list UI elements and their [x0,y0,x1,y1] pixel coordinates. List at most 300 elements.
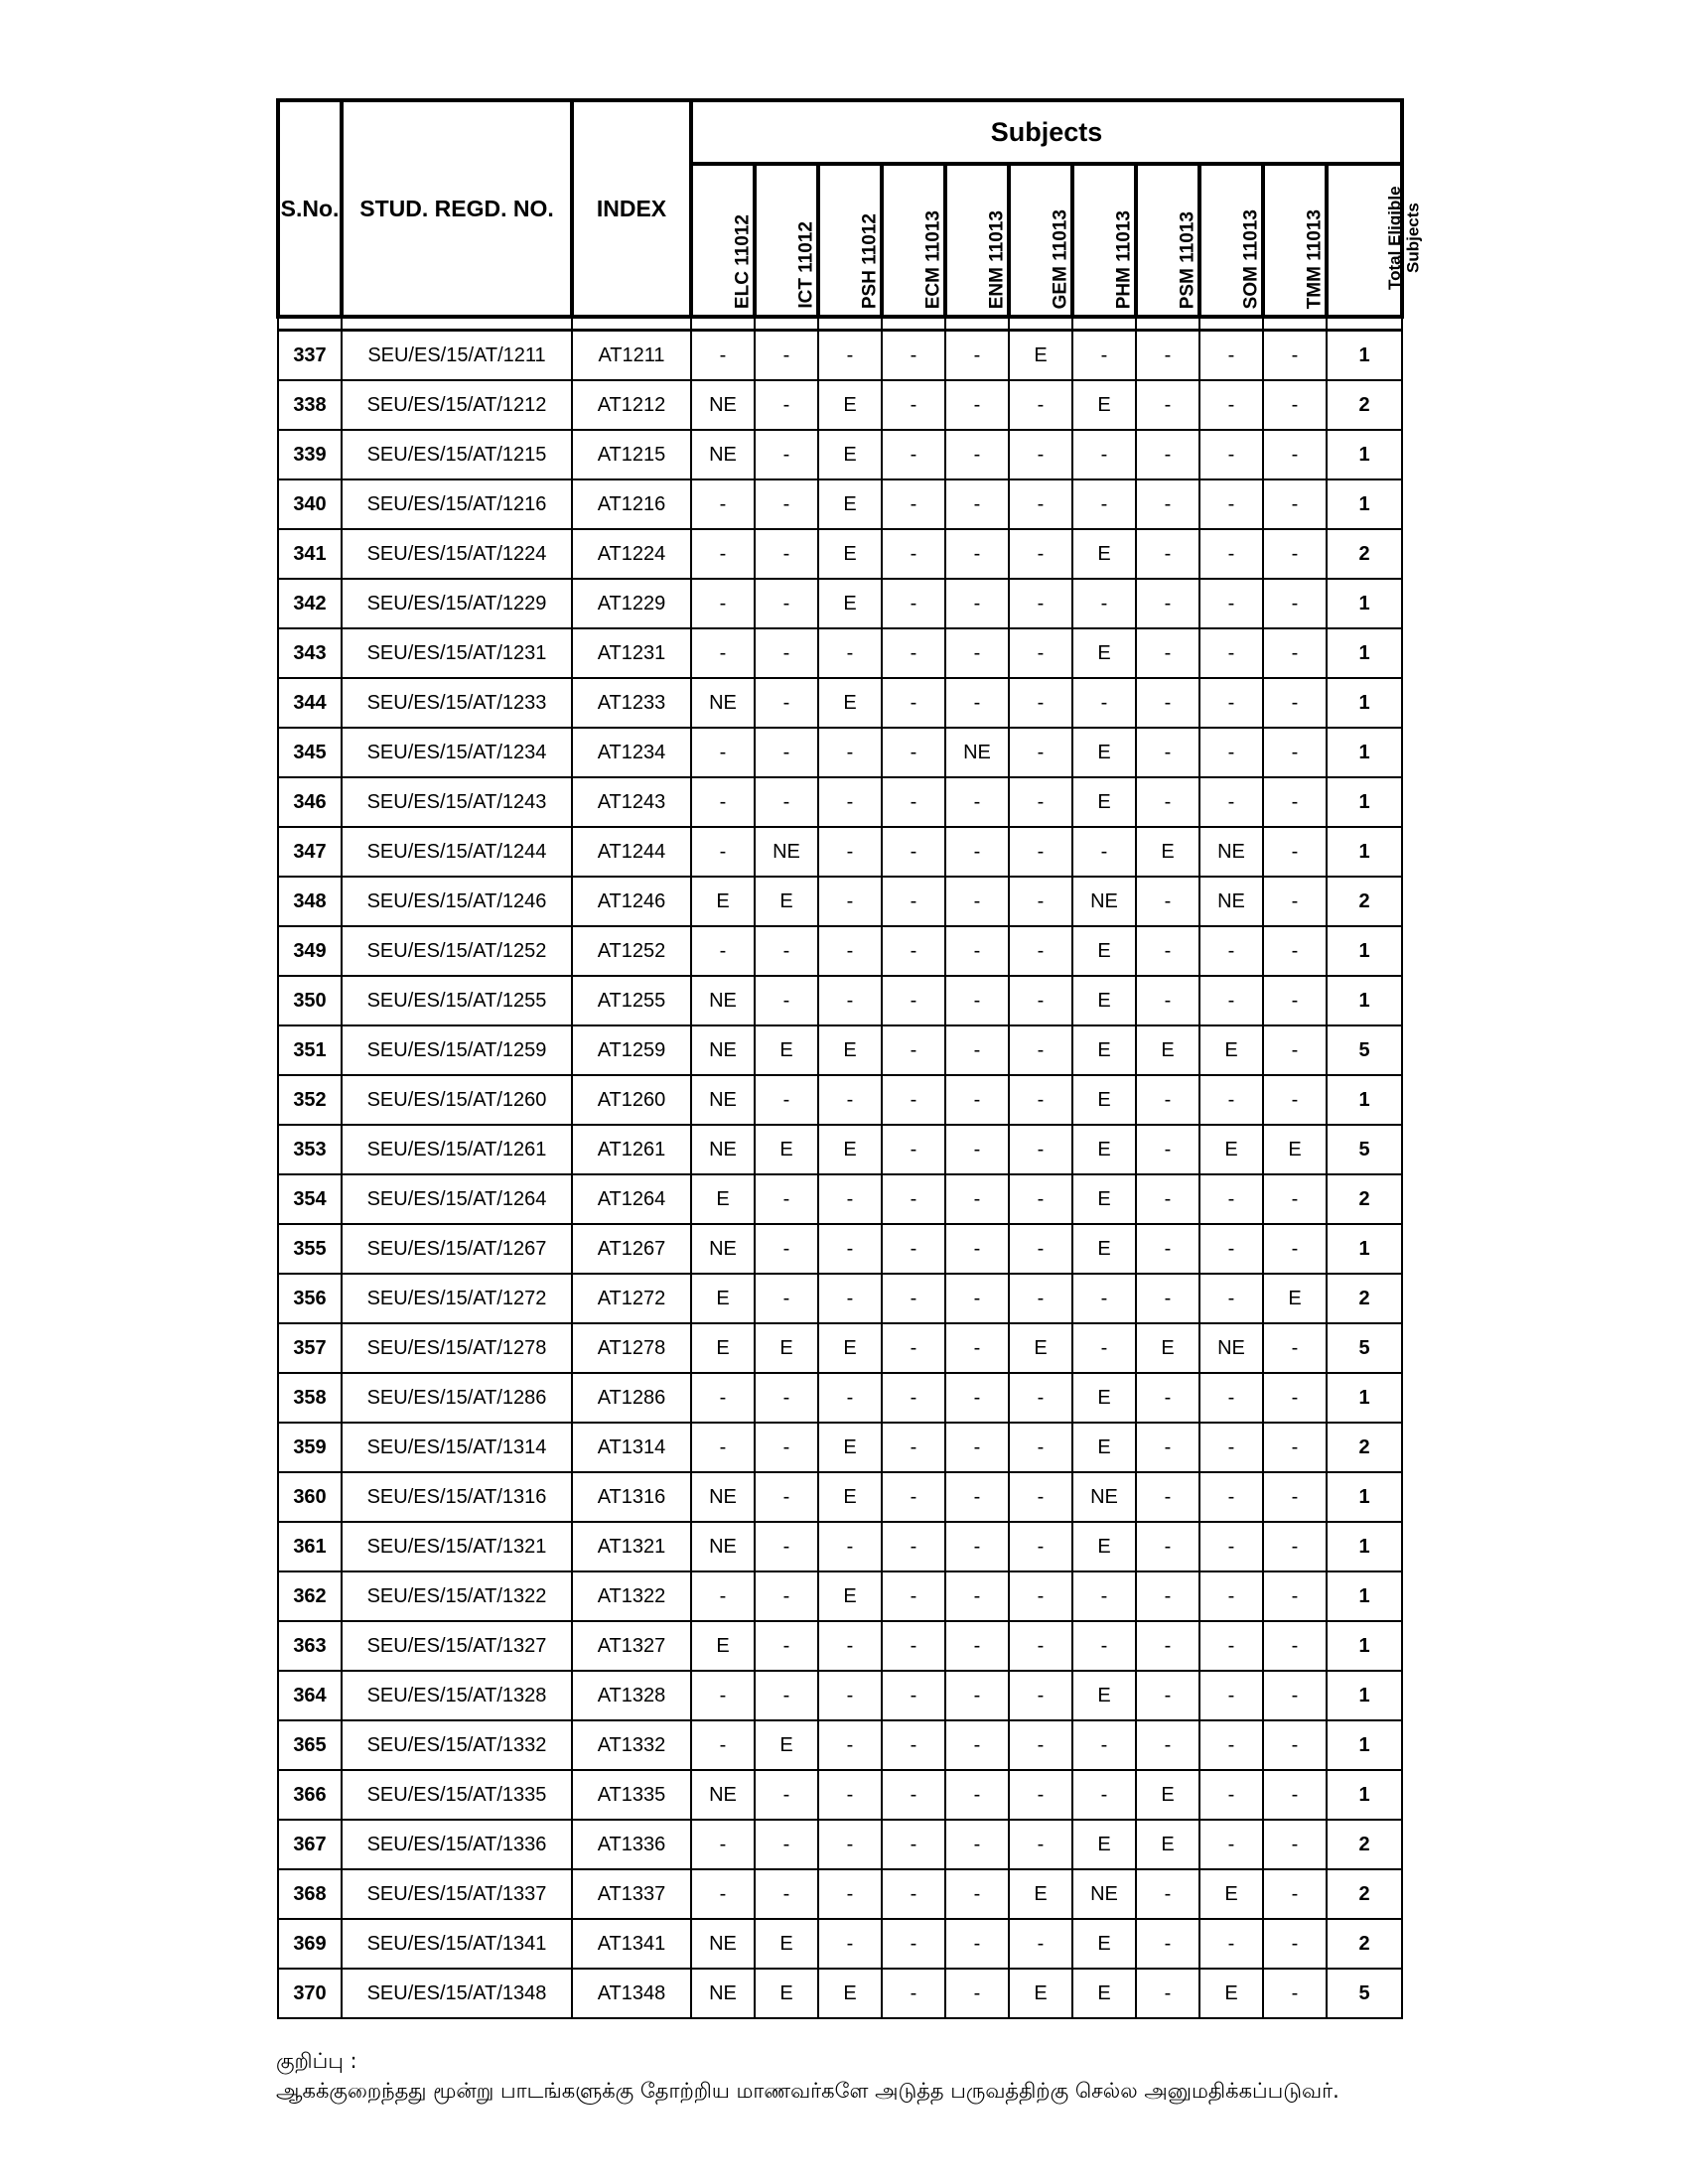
subject-status-cell: - [818,628,882,678]
total-eligible-cell: 5 [1327,1125,1402,1174]
subject-status-cell: - [1009,1820,1072,1869]
subject-status-cell: - [945,430,1009,479]
table-row [278,479,1402,529]
total-header [1327,164,1423,317]
index-header: INDEX [572,100,691,317]
serial-number-cell: 343 [278,628,342,678]
subject-status-cell: NE [1072,1869,1136,1919]
index-cell: AT1246 [572,877,691,926]
subject-status-cell: - [1009,877,1072,926]
subject-status-cell: E [1072,926,1136,976]
subject-status-cell: E [1136,1770,1199,1820]
registration-number-cell: SEU/ES/15/AT/1322 [342,1571,572,1621]
subject-status-cell: - [945,926,1009,976]
index-cell: AT1314 [572,1423,691,1472]
subject-status-cell: E [691,877,755,926]
total-eligible-cell: 1 [1327,1224,1402,1274]
subject-status-cell: - [882,1224,945,1274]
spacer-cell [755,317,818,331]
note-text: ஆகக்குறைந்தது மூன்று பாடங்களுக்கு தோற்றிய மாணவர்களே அடுத்த பருவத்திற்கு செல்ல அனுமதிக்கப்படுவர். [276,2079,1339,2103]
subject-status-cell: - [1199,1621,1263,1671]
index-cell: AT1272 [572,1274,691,1323]
subject-status-cell: - [755,529,818,579]
subject-status-cell: E [1072,1174,1136,1224]
subject-status-cell: - [755,976,818,1025]
subject-status-cell: - [691,1820,755,1869]
subject-status-cell: E [1072,1224,1136,1274]
subject-code: ICT 11012 [795,221,817,309]
index-cell: AT1229 [572,579,691,628]
subject-status-cell: - [691,926,755,976]
total-eligible-cell: 1 [1327,1373,1402,1423]
subject-status-cell: NE [691,1969,755,2018]
subject-status-cell: E [1072,1969,1136,2018]
subject-status-cell: - [755,380,818,430]
subject-status-cell: NE [1199,1323,1263,1373]
subject-header [1263,164,1327,317]
subject-status-cell: - [755,728,818,777]
subject-status-cell: E [1072,1373,1136,1423]
subject-status-cell: - [755,777,818,827]
subject-status-cell: - [1199,1770,1263,1820]
subject-status-cell: NE [691,1919,755,1969]
table-row [278,1720,1402,1770]
registration-number-cell: SEU/ES/15/AT/1243 [342,777,572,827]
table-row [278,877,1402,926]
subject-status-cell: NE [691,1770,755,1820]
subject-status-cell: - [882,1373,945,1423]
subject-status-cell: - [945,628,1009,678]
total-eligible-cell: 1 [1327,1472,1402,1522]
subject-status-cell: - [882,1125,945,1174]
serial-number-cell: 365 [278,1720,342,1770]
serial-number-cell: 358 [278,1373,342,1423]
subject-header [1199,164,1263,317]
total-eligible-cell: 5 [1327,1323,1402,1373]
subject-status-cell: - [755,479,818,529]
subject-status-cell: - [1136,1969,1199,2018]
subject-status-cell: E [818,1025,882,1075]
table-row [278,1025,1402,1075]
subject-status-cell: - [945,331,1009,381]
subject-status-cell: E [1072,529,1136,579]
subject-status-cell: - [882,1274,945,1323]
subject-status-cell: - [1136,678,1199,728]
spacer-cell [1009,317,1072,331]
subject-status-cell: - [818,1720,882,1770]
table-row [278,529,1402,579]
subject-status-cell: - [882,1174,945,1224]
index-cell: AT1341 [572,1919,691,1969]
index-cell: AT1278 [572,1323,691,1373]
subject-status-cell: - [1072,579,1136,628]
serial-number-cell: 366 [278,1770,342,1820]
subject-status-cell: - [945,1224,1009,1274]
subject-status-cell: - [1136,1671,1199,1720]
subject-status-cell: - [1009,628,1072,678]
registration-number-cell: SEU/ES/15/AT/1255 [342,976,572,1025]
spacer-cell [1136,317,1199,331]
subject-status-cell: - [1009,1472,1072,1522]
registration-number-cell: SEU/ES/15/AT/1328 [342,1671,572,1720]
serial-number-cell: 351 [278,1025,342,1075]
subject-status-cell: - [1072,331,1136,381]
subject-status-cell: E [755,1125,818,1174]
index-cell: AT1216 [572,479,691,529]
registration-number-cell: SEU/ES/15/AT/1234 [342,728,572,777]
subject-status-cell: - [755,430,818,479]
subject-status-cell: - [818,331,882,381]
subject-status-cell: NE [1072,877,1136,926]
subject-status-cell: - [1136,380,1199,430]
table-row [278,1323,1402,1373]
serial-number-cell: 340 [278,479,342,529]
serial-number-cell: 354 [278,1174,342,1224]
index-cell: AT1231 [572,628,691,678]
subject-status-cell: E [1136,1820,1199,1869]
subject-status-cell: - [945,1720,1009,1770]
subject-status-cell: - [755,1820,818,1869]
table-row [278,1373,1402,1423]
spacer-cell [1199,317,1263,331]
subject-status-cell: - [818,1373,882,1423]
subject-status-cell: NE [945,728,1009,777]
serial-number-cell: 352 [278,1075,342,1125]
subject-status-cell: - [882,1571,945,1621]
subject-status-cell: - [1009,728,1072,777]
subject-status-cell: - [1263,1969,1327,2018]
subject-status-cell: - [1072,1274,1136,1323]
subject-status-cell: - [945,1621,1009,1671]
subject-status-cell: - [945,678,1009,728]
registration-number-cell: SEU/ES/15/AT/1272 [342,1274,572,1323]
subject-header [882,164,945,317]
subject-status-cell: NE [691,380,755,430]
total-eligible-cell: 1 [1327,827,1402,877]
serial-number-cell: 368 [278,1869,342,1919]
total-eligible-cell: 1 [1327,976,1402,1025]
subject-status-cell: - [1136,1522,1199,1571]
registration-number-cell: SEU/ES/15/AT/1231 [342,628,572,678]
registration-number-cell: SEU/ES/15/AT/1246 [342,877,572,926]
subject-status-cell: - [1263,728,1327,777]
subject-status-cell: - [882,1621,945,1671]
index-cell: AT1336 [572,1820,691,1869]
total-eligible-cell: 1 [1327,430,1402,479]
subject-status-cell: - [818,1174,882,1224]
subject-status-cell: - [1263,1224,1327,1274]
subject-status-cell: - [691,1571,755,1621]
subject-status-cell: - [818,777,882,827]
subject-status-cell: - [1136,628,1199,678]
subject-status-cell: E [1199,1869,1263,1919]
registration-number-cell: SEU/ES/15/AT/1316 [342,1472,572,1522]
total-eligible-label: Total Eligible Subjects [1385,186,1423,291]
subject-status-cell: - [1199,380,1263,430]
table-row [278,1125,1402,1174]
registration-number-cell: SEU/ES/15/AT/1260 [342,1075,572,1125]
subject-status-cell: - [945,1274,1009,1323]
subject-code: GEM 11013 [1050,208,1071,309]
subject-status-cell: - [691,1869,755,1919]
subject-status-cell: - [818,1522,882,1571]
index-cell: AT1348 [572,1969,691,2018]
subject-status-cell: - [945,1423,1009,1472]
serial-number-cell: 346 [278,777,342,827]
subject-header [755,164,818,317]
subject-status-cell: - [1199,678,1263,728]
index-cell: AT1244 [572,827,691,877]
subject-status-cell: - [945,579,1009,628]
subject-status-cell: - [945,1919,1009,1969]
subject-status-cell: - [1199,1274,1263,1323]
index-cell: AT1337 [572,1869,691,1919]
subject-code: ELC 11012 [732,213,754,309]
header-spacer-row [278,317,1402,331]
subject-status-cell: - [755,1274,818,1323]
total-eligible-cell: 1 [1327,1522,1402,1571]
subject-status-cell: E [755,1969,818,2018]
subject-status-cell: - [882,877,945,926]
subject-status-cell: - [1136,479,1199,529]
registration-number-cell: SEU/ES/15/AT/1211 [342,331,572,381]
registration-number-cell: SEU/ES/15/AT/1314 [342,1423,572,1472]
subject-status-cell: E [691,1174,755,1224]
subject-status-cell: NE [691,1472,755,1522]
subject-status-cell: - [1136,1274,1199,1323]
total-eligible-cell: 1 [1327,628,1402,678]
registration-number-cell: SEU/ES/15/AT/1264 [342,1174,572,1224]
subject-status-cell: - [1199,1423,1263,1472]
subject-status-cell: - [1009,827,1072,877]
table-row [278,827,1402,877]
subject-status-cell: - [1136,1571,1199,1621]
subject-status-cell: E [818,479,882,529]
registration-number-cell: SEU/ES/15/AT/1341 [342,1919,572,1969]
total-eligible-cell: 1 [1327,1621,1402,1671]
subject-status-cell: - [882,1820,945,1869]
table-row [278,1869,1402,1919]
subject-status-cell: - [1072,430,1136,479]
subject-status-cell: - [945,827,1009,877]
subject-status-cell: E [1136,1323,1199,1373]
table-row [278,1522,1402,1571]
regno-header: STUD. REGD. NO. [342,100,572,317]
total-eligible-cell: 1 [1327,678,1402,728]
subject-status-cell: NE [691,430,755,479]
subject-status-cell: - [1009,777,1072,827]
subject-status-cell: - [1136,1075,1199,1125]
subject-status-cell: - [882,1969,945,2018]
subject-status-cell: - [1009,1919,1072,1969]
subject-status-cell: - [945,1025,1009,1075]
spacer-cell [882,317,945,331]
serial-number-cell: 350 [278,976,342,1025]
subject-status-cell: - [691,331,755,381]
subject-status-cell: - [1136,728,1199,777]
subject-status-cell: - [755,1373,818,1423]
registration-number-cell: SEU/ES/15/AT/1321 [342,1522,572,1571]
spacer-cell [342,317,572,331]
registration-number-cell: SEU/ES/15/AT/1261 [342,1125,572,1174]
table-row [278,1770,1402,1820]
subject-status-cell: - [882,1472,945,1522]
subject-status-cell: - [1199,1820,1263,1869]
subject-header [1072,164,1136,317]
subject-status-cell: - [1072,1323,1136,1373]
serial-number-cell: 344 [278,678,342,728]
serial-number-cell: 353 [278,1125,342,1174]
subject-status-cell: - [755,628,818,678]
registration-number-cell: SEU/ES/15/AT/1233 [342,678,572,728]
serial-number-cell: 345 [278,728,342,777]
subject-status-cell: - [1136,1919,1199,1969]
serial-number-cell: 349 [278,926,342,976]
subject-status-cell: NE [691,1522,755,1571]
subject-status-cell: - [1263,1919,1327,1969]
table-row [278,380,1402,430]
subject-status-cell: E [818,1472,882,1522]
subject-status-cell: - [1263,628,1327,678]
total-eligible-cell: 2 [1327,1820,1402,1869]
table-row [278,1224,1402,1274]
subject-status-cell: - [1199,777,1263,827]
subject-status-cell: - [1263,380,1327,430]
subject-status-cell: - [1009,1025,1072,1075]
subject-status-cell: - [691,479,755,529]
subject-status-cell: - [1263,430,1327,479]
subject-status-cell: - [1136,1621,1199,1671]
subject-status-cell: NE [691,678,755,728]
subject-status-cell: E [1136,827,1199,877]
total-eligible-cell: 1 [1327,1571,1402,1621]
subject-status-cell: - [1009,926,1072,976]
total-eligible-cell: 5 [1327,1025,1402,1075]
subject-status-cell: - [1263,976,1327,1025]
index-cell: AT1267 [572,1224,691,1274]
subject-status-cell: - [882,976,945,1025]
index-cell: AT1327 [572,1621,691,1671]
table-body [278,317,1402,2018]
subject-status-cell: - [882,777,945,827]
table-row [278,728,1402,777]
registration-number-cell: SEU/ES/15/AT/1348 [342,1969,572,2018]
subject-status-cell: E [1199,1969,1263,2018]
subject-status-cell: - [691,628,755,678]
total-eligible-cell: 5 [1327,1969,1402,2018]
subject-code: PHM 11013 [1113,209,1135,309]
subject-status-cell: - [1136,1472,1199,1522]
table-row [278,1671,1402,1720]
subject-status-cell: - [882,678,945,728]
registration-number-cell: SEU/ES/15/AT/1336 [342,1820,572,1869]
subject-status-cell: E [818,1125,882,1174]
subject-status-cell: - [945,1770,1009,1820]
subject-status-cell: - [882,1671,945,1720]
subject-status-cell: - [1009,529,1072,579]
serial-number-cell: 363 [278,1621,342,1671]
subject-status-cell: - [1072,678,1136,728]
subject-status-cell: E [1009,1869,1072,1919]
subject-code: ENM 11013 [986,209,1008,309]
spacer-cell [278,317,342,331]
subject-status-cell: - [1009,1770,1072,1820]
subject-status-cell: E [1072,1820,1136,1869]
subject-status-cell: - [1009,1274,1072,1323]
subject-status-cell: E [818,1571,882,1621]
subject-status-cell: - [1136,1125,1199,1174]
subject-status-cell: - [945,1571,1009,1621]
subject-status-cell: - [755,678,818,728]
subject-status-cell: - [818,1671,882,1720]
subject-status-cell: - [1199,1472,1263,1522]
subject-code: PSM 11013 [1177,210,1198,309]
subject-status-cell: - [1072,1621,1136,1671]
subject-status-cell: - [882,1323,945,1373]
subject-status-cell: - [1009,1224,1072,1274]
subject-status-cell: - [945,479,1009,529]
subject-status-cell: - [818,1820,882,1869]
subject-status-cell: - [1263,926,1327,976]
subject-status-cell: - [1199,430,1263,479]
subject-status-cell: - [1263,777,1327,827]
subject-header [1009,164,1072,317]
registration-number-cell: SEU/ES/15/AT/1216 [342,479,572,529]
subject-status-cell: E [1009,1323,1072,1373]
subject-status-cell: - [1009,1075,1072,1125]
subject-status-cell: - [1263,331,1327,381]
subject-status-cell: - [1136,529,1199,579]
subject-status-cell: - [882,628,945,678]
subject-status-cell: - [945,1174,1009,1224]
subject-status-cell: NE [1199,877,1263,926]
subject-status-cell: - [818,1224,882,1274]
subject-status-cell: - [1263,877,1327,926]
subject-status-cell: - [1136,1373,1199,1423]
index-cell: AT1332 [572,1720,691,1770]
subject-status-cell: - [691,529,755,579]
subject-status-cell: E [818,579,882,628]
subject-status-cell: - [1009,1571,1072,1621]
serial-number-cell: 355 [278,1224,342,1274]
subject-status-cell: E [1136,1025,1199,1075]
subject-header [945,164,1009,317]
subject-status-cell: E [1072,1522,1136,1571]
subject-status-cell: - [1009,1373,1072,1423]
subject-status-cell: E [691,1274,755,1323]
subject-status-cell: - [1136,877,1199,926]
subject-status-cell: - [1009,1125,1072,1174]
index-cell: AT1215 [572,430,691,479]
serial-number-cell: 364 [278,1671,342,1720]
spacer-cell [945,317,1009,331]
table-row [278,1820,1402,1869]
subject-status-cell: - [882,1919,945,1969]
registration-number-cell: SEU/ES/15/AT/1252 [342,926,572,976]
subject-status-cell: - [1263,479,1327,529]
subject-status-cell: - [1136,331,1199,381]
subject-status-cell: E [691,1323,755,1373]
spacer-cell [691,317,755,331]
index-cell: AT1261 [572,1125,691,1174]
subject-status-cell: NE [1072,1472,1136,1522]
index-cell: AT1321 [572,1522,691,1571]
subject-status-cell: - [818,976,882,1025]
subject-status-cell: E [1072,1025,1136,1075]
subject-header [1136,164,1199,317]
subject-status-cell: - [1263,1025,1327,1075]
total-eligible-cell: 1 [1327,579,1402,628]
